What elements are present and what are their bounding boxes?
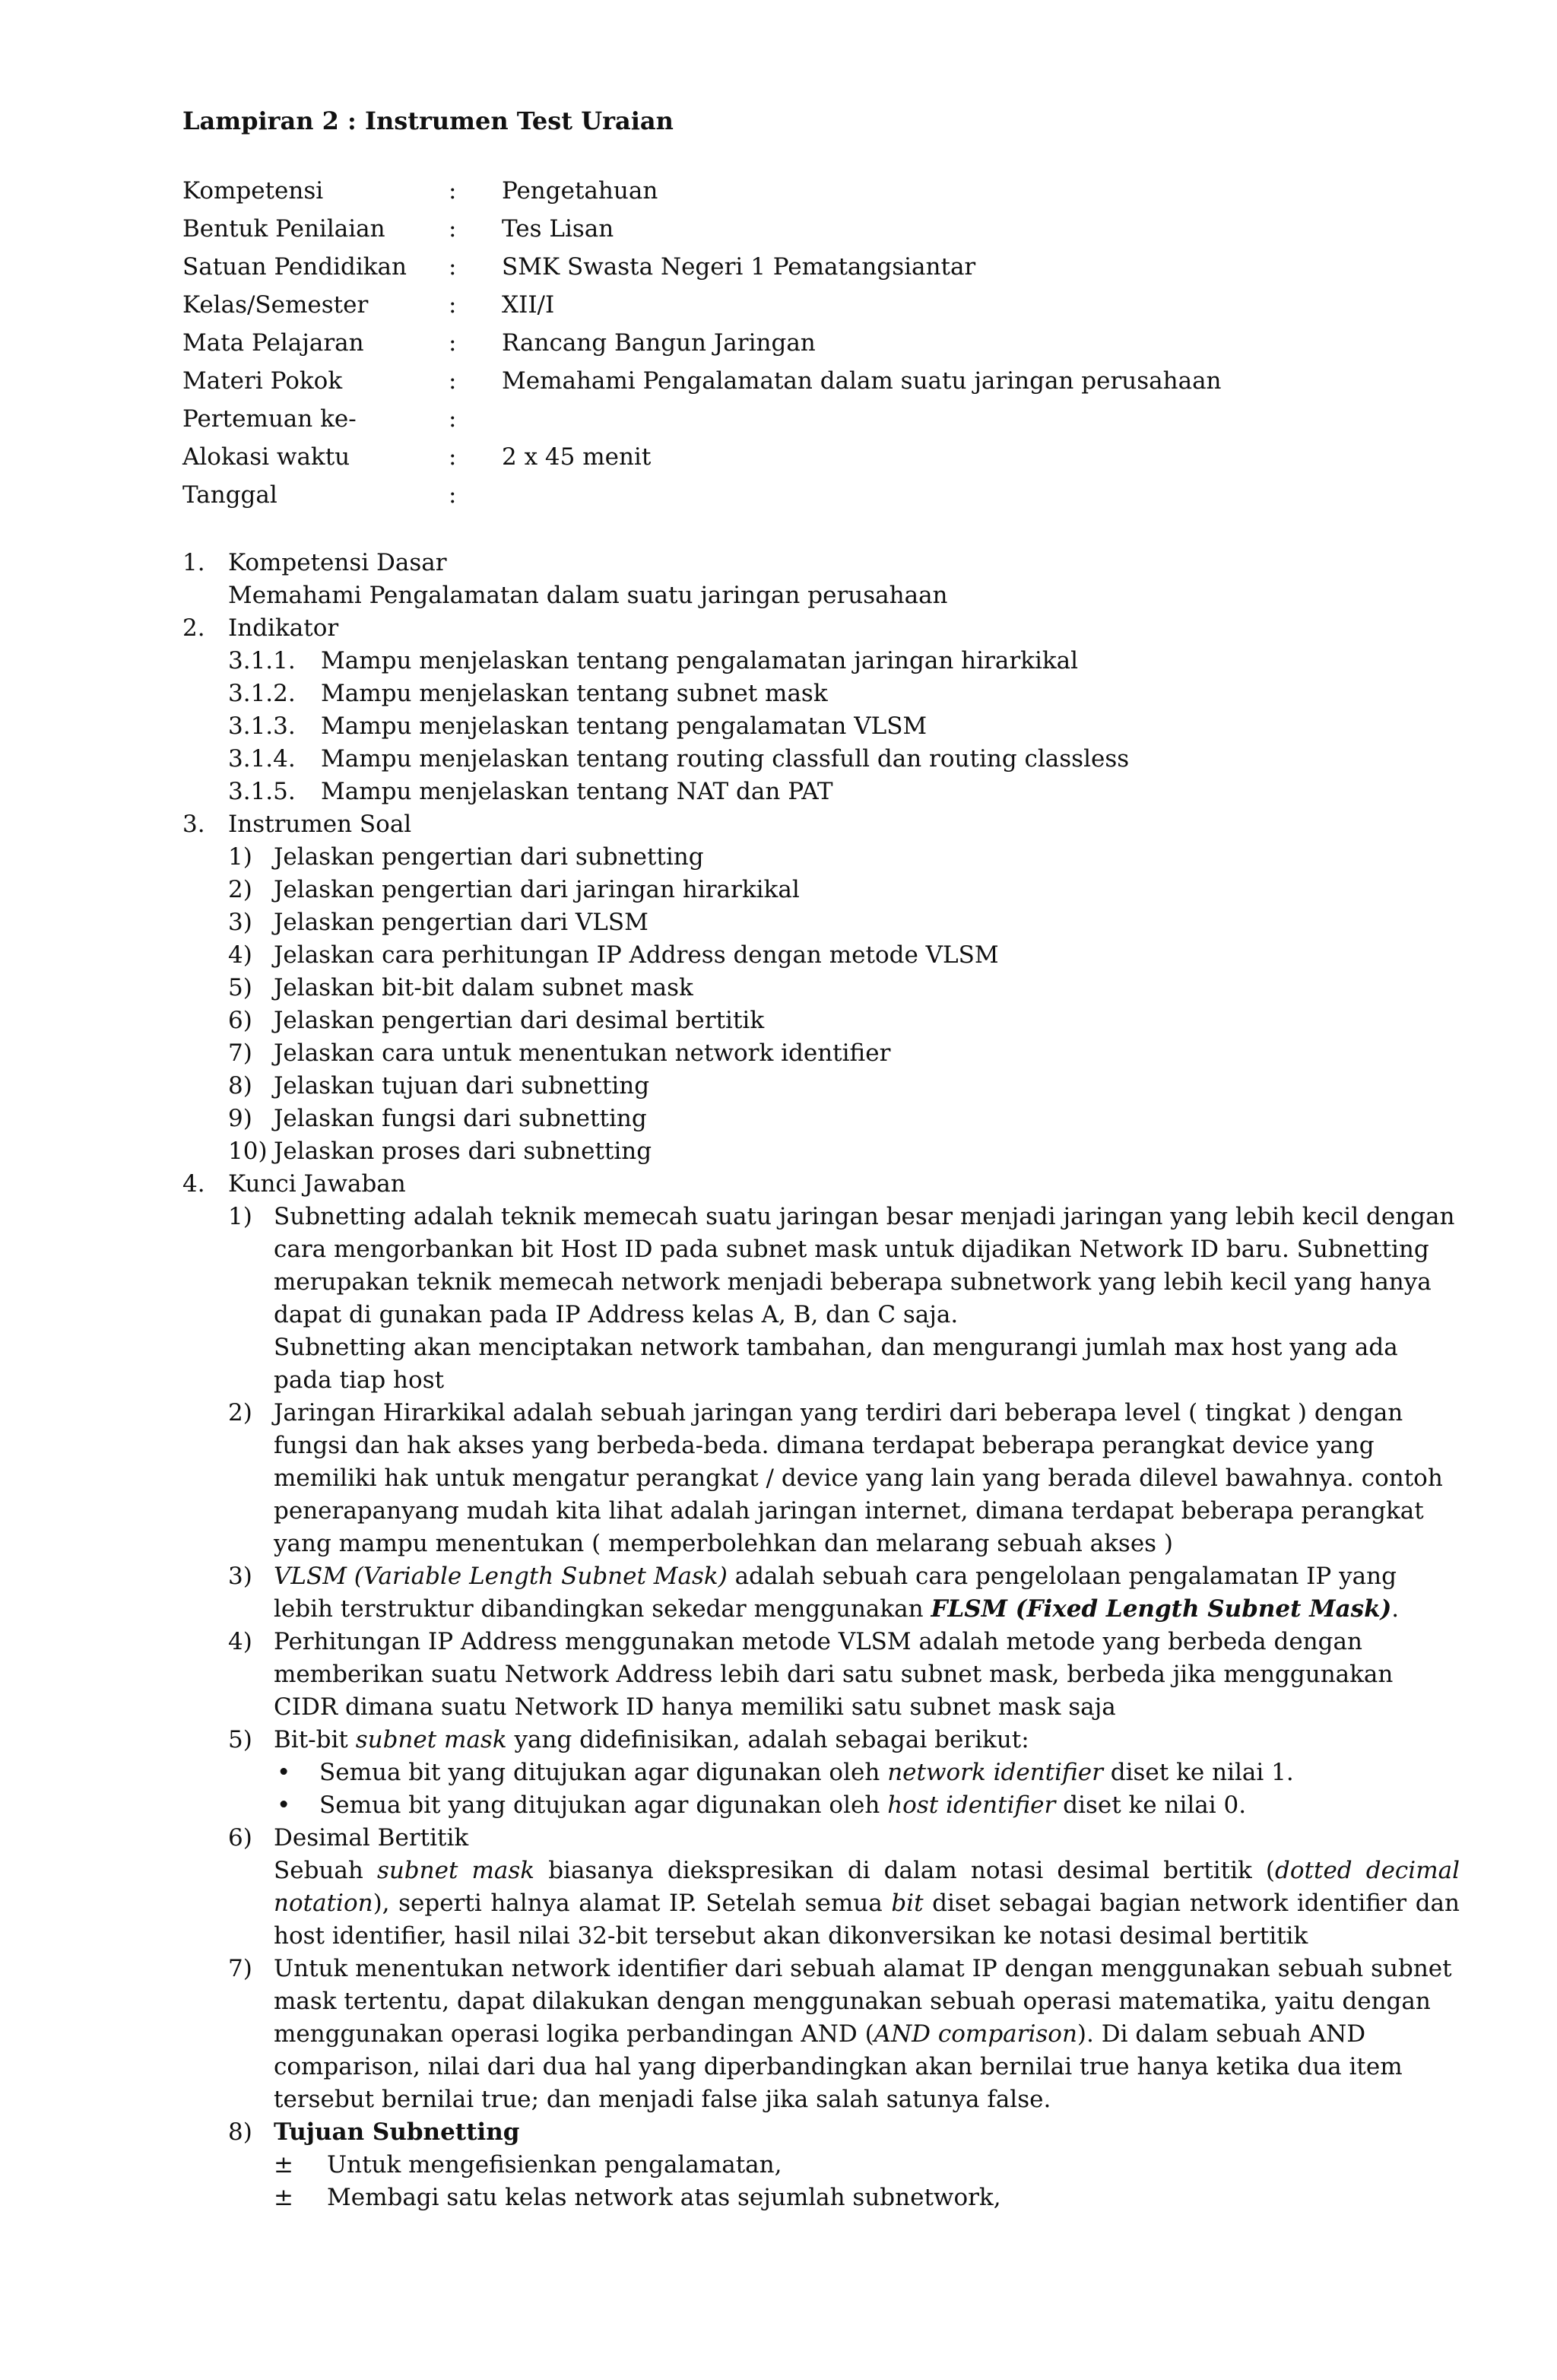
answer-item bbox=[228, 2116, 1460, 2214]
answer-paragraph bbox=[274, 1724, 1460, 1756]
document-title: Lampiran 2 : Instrumen Test Uraian bbox=[182, 106, 674, 135]
italic-term: network identifier bbox=[887, 1759, 1103, 1786]
meta-value: Rancang Bangun Jaringan bbox=[502, 329, 816, 357]
meta-sep: : bbox=[449, 367, 457, 395]
answer-text: diset ke nilai 1. bbox=[1102, 1759, 1294, 1786]
meta-label: Materi Pokok bbox=[182, 367, 343, 395]
answer-list bbox=[228, 1201, 1460, 2214]
item-number: 3) bbox=[228, 909, 252, 936]
answer-item bbox=[228, 1626, 1460, 1724]
meta-sep: : bbox=[449, 329, 457, 357]
answer-text: Bit-bit bbox=[274, 1726, 356, 1753]
item-number: 4) bbox=[228, 1628, 252, 1655]
plus-minus-icon: ± bbox=[274, 2184, 293, 2211]
meta-value: Pengetahuan bbox=[502, 177, 658, 205]
document-page bbox=[182, 105, 1460, 2214]
answer-text: yang didefinisikan, adalah sebagai berikut: bbox=[506, 1726, 1029, 1753]
item-number: 1) bbox=[228, 843, 252, 871]
answer-text: . bbox=[1391, 1595, 1400, 1623]
answer-paragraph bbox=[274, 1855, 1460, 1953]
section-number: 3. bbox=[182, 811, 205, 838]
item-number: 5) bbox=[228, 1726, 252, 1753]
question-item bbox=[228, 841, 1460, 874]
section-indikator bbox=[182, 612, 1460, 645]
meta-label: Alokasi waktu bbox=[182, 443, 350, 471]
section-number: 4. bbox=[182, 1170, 205, 1198]
meta-sep: : bbox=[449, 481, 457, 509]
answer-text: biasanya diekspresikan di dalam notasi desimal bertitik ( bbox=[534, 1857, 1276, 1884]
meta-sep: : bbox=[449, 177, 457, 205]
bullet-item bbox=[274, 1789, 1460, 1822]
answer-text: adalah sebuah cara pengelolaan pengalamatan IP yang lebih terstruktur dibandingkan sekedar menggunakan bbox=[274, 1563, 1397, 1623]
item-number: 7) bbox=[228, 1955, 252, 1982]
question-item bbox=[228, 1004, 1460, 1037]
meta-label: Bentuk Penilaian bbox=[182, 215, 385, 243]
item-number: 2) bbox=[228, 876, 252, 903]
item-number: 8) bbox=[228, 2118, 252, 2146]
section-kunci-jawaban bbox=[182, 1168, 1460, 1201]
section-number: 1. bbox=[182, 549, 205, 576]
answer-item bbox=[228, 1201, 1460, 1397]
question-list bbox=[228, 841, 1460, 1168]
list-item bbox=[228, 743, 1460, 776]
question-item bbox=[228, 939, 1460, 972]
meta-label: Kompetensi bbox=[182, 177, 324, 205]
answer-paragraph: Subnetting adalah teknik memecah suatu jaringan besar menjadi jaringan yang lebih kecil dengan cara mengorbankan bit Host ID pada subnet mask untuk dijadikan Network ID baru. Subnetting merupakan teknik memecah network menjadi beberapa subnetwork yang lebih kecil yang hanya dapat di gunakan pada IP Address kelas A, B, dan C saja. bbox=[274, 1203, 1455, 1328]
answer-item bbox=[228, 1397, 1460, 1560]
indikator-list bbox=[228, 645, 1460, 808]
item-text: Mampu menjelaskan tentang pengalamatan VLSM bbox=[321, 712, 928, 740]
item-text: Jelaskan proses dari subnetting bbox=[274, 1138, 652, 1165]
section-title: Kunci Jawaban bbox=[228, 1170, 406, 1198]
answer-subtitle: Desimal Bertitik bbox=[274, 1824, 469, 1852]
item-text: Jelaskan pengertian dari jaringan hirarkikal bbox=[274, 876, 800, 903]
list-item bbox=[228, 776, 1460, 808]
italic-term: host identifier bbox=[887, 1791, 1056, 1819]
meta-value: Tes Lisan bbox=[502, 215, 614, 243]
answer-text: ), seperti halnya alamat IP. Setelah semua bbox=[373, 1890, 892, 1917]
section-title: Kompetensi Dasar bbox=[228, 549, 447, 576]
answer-paragraph: Perhitungan IP Address menggunakan metode VLSM adalah metode yang berbeda dengan memberikan suatu Network Address lebih dari satu subnet mask, berbeda jika menggunakan CIDR dimana suatu Network ID hanya memiliki satu subnet mask saja bbox=[274, 1628, 1394, 1721]
meta-label: Kelas/Semester bbox=[182, 291, 369, 319]
item-text: Jelaskan cara perhitungan IP Address dengan metode VLSM bbox=[274, 941, 999, 969]
question-item bbox=[228, 972, 1460, 1004]
item-text: Jelaskan pengertian dari VLSM bbox=[274, 909, 648, 936]
meta-value: XII/I bbox=[502, 291, 555, 319]
plus-minus-icon: ± bbox=[274, 2151, 293, 2178]
answer-item bbox=[228, 1953, 1460, 2116]
item-number: 3.1.3. bbox=[228, 712, 296, 740]
item-text: Mampu menjelaskan tentang subnet mask bbox=[321, 680, 828, 707]
section-kompetensi-dasar bbox=[182, 547, 1460, 612]
italic-term: subnet mask bbox=[355, 1726, 507, 1753]
item-text: Jelaskan pengertian dari desimal bertitik bbox=[274, 1007, 765, 1034]
item-number: 9) bbox=[228, 1105, 252, 1132]
meta-label: Tanggal bbox=[182, 481, 277, 509]
meta-value: SMK Swasta Negeri 1 Pematangsiantar bbox=[502, 253, 976, 281]
answer-text: ). Di dalam sebuah AND comparison, nilai dari dua hal yang diperbandingkan akan bernilai true hanya ketika dua item tersebut bernilai true; dan menjadi false jika salah satunya false. bbox=[274, 2020, 1403, 2113]
section-number: 2. bbox=[182, 614, 205, 642]
item-text: Jelaskan bit-bit dalam subnet mask bbox=[274, 974, 693, 1001]
meta-value: Memahami Pengalamatan dalam suatu jaringan perusahaan bbox=[502, 367, 1222, 395]
plusminus-item bbox=[274, 2182, 1460, 2214]
item-number: 3.1.4. bbox=[228, 745, 296, 773]
meta-sep: : bbox=[449, 405, 457, 433]
answer-text: Sebuah bbox=[274, 1857, 377, 1884]
item-number: 4) bbox=[228, 941, 252, 969]
meta-value bbox=[502, 478, 1460, 512]
meta-label: Mata Pelajaran bbox=[182, 329, 364, 357]
meta-label: Pertemuan ke- bbox=[182, 405, 357, 433]
meta-sep: : bbox=[449, 291, 457, 319]
bold-heading: Tujuan Subnetting bbox=[274, 2118, 520, 2146]
answer-item bbox=[228, 1724, 1460, 1822]
answer-paragraph bbox=[274, 1953, 1460, 2116]
list-item bbox=[228, 710, 1460, 743]
meta-table bbox=[182, 174, 1460, 512]
answer-subtitle bbox=[274, 2116, 1460, 2149]
question-item bbox=[228, 874, 1460, 906]
question-item bbox=[228, 906, 1460, 939]
question-item bbox=[228, 1103, 1460, 1135]
meta-value bbox=[502, 402, 1460, 436]
answer-text: diset ke nilai 0. bbox=[1055, 1791, 1247, 1819]
item-text: Mampu menjelaskan tentang pengalamatan jaringan hirarkikal bbox=[321, 647, 1079, 674]
item-number: 6) bbox=[228, 1824, 252, 1852]
bold-italic-term: FLSM (Fixed Length Subnet Mask) bbox=[931, 1595, 1392, 1623]
meta-sep: : bbox=[449, 253, 457, 281]
item-number: 10) bbox=[228, 1138, 268, 1165]
italic-term: bit bbox=[891, 1890, 924, 1917]
item-number: 1) bbox=[228, 1203, 252, 1230]
item-text: Mampu menjelaskan tentang routing classfull dan routing classless bbox=[321, 745, 1130, 773]
answer-text: Semua bit yang ditujukan agar digunakan oleh bbox=[319, 1759, 888, 1786]
question-item bbox=[228, 1037, 1460, 1070]
item-text: Jelaskan cara untuk menentukan network identifier bbox=[274, 1039, 891, 1067]
section-title: Indikator bbox=[228, 614, 339, 642]
question-item bbox=[228, 1070, 1460, 1103]
italic-term: subnet mask bbox=[376, 1857, 535, 1884]
meta-value: 2 x 45 menit bbox=[502, 443, 652, 471]
italic-term: VLSM (Variable Length Subnet Mask) bbox=[274, 1563, 728, 1590]
bullet-icon: • bbox=[277, 1791, 291, 1819]
italic-term: dotted decimal notation bbox=[274, 1857, 1460, 1917]
answer-item bbox=[228, 1822, 1460, 1953]
plusminus-item bbox=[274, 2149, 1460, 2182]
item-number: 8) bbox=[228, 1072, 252, 1100]
item-number: 7) bbox=[228, 1039, 252, 1067]
section-instrumen-soal bbox=[182, 808, 1460, 841]
italic-term: AND comparison bbox=[874, 2020, 1077, 2048]
section-text: Memahami Pengalamatan dalam suatu jaringan perusahaan bbox=[228, 582, 948, 609]
answer-paragraph: Subnetting akan menciptakan network tambahan, dan mengurangi jumlah max host yang ada pada tiap host bbox=[274, 1334, 1398, 1394]
meta-label: Satuan Pendidikan bbox=[182, 253, 407, 281]
bullet-icon: • bbox=[277, 1759, 291, 1786]
item-text: Mampu menjelaskan tentang NAT dan PAT bbox=[321, 778, 833, 805]
question-item bbox=[228, 1135, 1460, 1168]
item-number: 3) bbox=[228, 1563, 252, 1590]
list-item bbox=[228, 678, 1460, 710]
item-number: 3.1.5. bbox=[228, 778, 296, 805]
answer-text: Untuk mengefisienkan pengalamatan, bbox=[327, 2151, 782, 2178]
answer-text: diset sebagai bagian network identifier dan host identifier, hasil nilai 32-bit tersebut akan dikonversikan ke notasi desimal bertitik bbox=[274, 1890, 1460, 1950]
answer-paragraph: Jaringan Hirarkikal adalah sebuah jaringan yang terdiri dari beberapa level ( tingkat ) dengan fungsi dan hak akses yang berbeda-beda. dimana terdapat beberapa perangkat device yang memiliki hak untuk mengatur perangkat / device yang lain yang berada dilevel bawahnya. contoh penerapanyang mudah kita lihat adalah jaringan internet, dimana terdapat beberapa perangkat yang mampu menentukan ( memperbolehkan dan melarang sebuah akses ) bbox=[274, 1399, 1443, 1557]
answer-item bbox=[228, 1560, 1460, 1626]
item-text: Jelaskan fungsi dari subnetting bbox=[274, 1105, 647, 1132]
bullet-item bbox=[274, 1756, 1460, 1789]
item-number: 2) bbox=[228, 1399, 252, 1426]
answer-text: Untuk menentukan network identifier dari sebuah alamat IP dengan menggunakan sebuah subnet mask tertentu, dapat dilakukan dengan menggunakan sebuah operasi matematika, yaitu dengan menggunakan operasi logika perbandingan AND ( bbox=[274, 1955, 1452, 2048]
answer-text: Membagi satu kelas network atas sejumlah subnetwork, bbox=[327, 2184, 1001, 2211]
item-number: 5) bbox=[228, 974, 252, 1001]
item-number: 3.1.1. bbox=[228, 647, 296, 674]
item-number: 6) bbox=[228, 1007, 252, 1034]
answer-text: Semua bit yang ditujukan agar digunakan oleh bbox=[319, 1791, 888, 1819]
answer-paragraph bbox=[274, 1560, 1460, 1626]
meta-sep: : bbox=[449, 215, 457, 243]
item-text: Jelaskan tujuan dari subnetting bbox=[274, 1072, 650, 1100]
list-item bbox=[228, 645, 1460, 678]
section-title: Instrumen Soal bbox=[228, 811, 412, 838]
meta-sep: : bbox=[449, 443, 457, 471]
item-number: 3.1.2. bbox=[228, 680, 296, 707]
item-text: Jelaskan pengertian dari subnetting bbox=[274, 843, 704, 871]
